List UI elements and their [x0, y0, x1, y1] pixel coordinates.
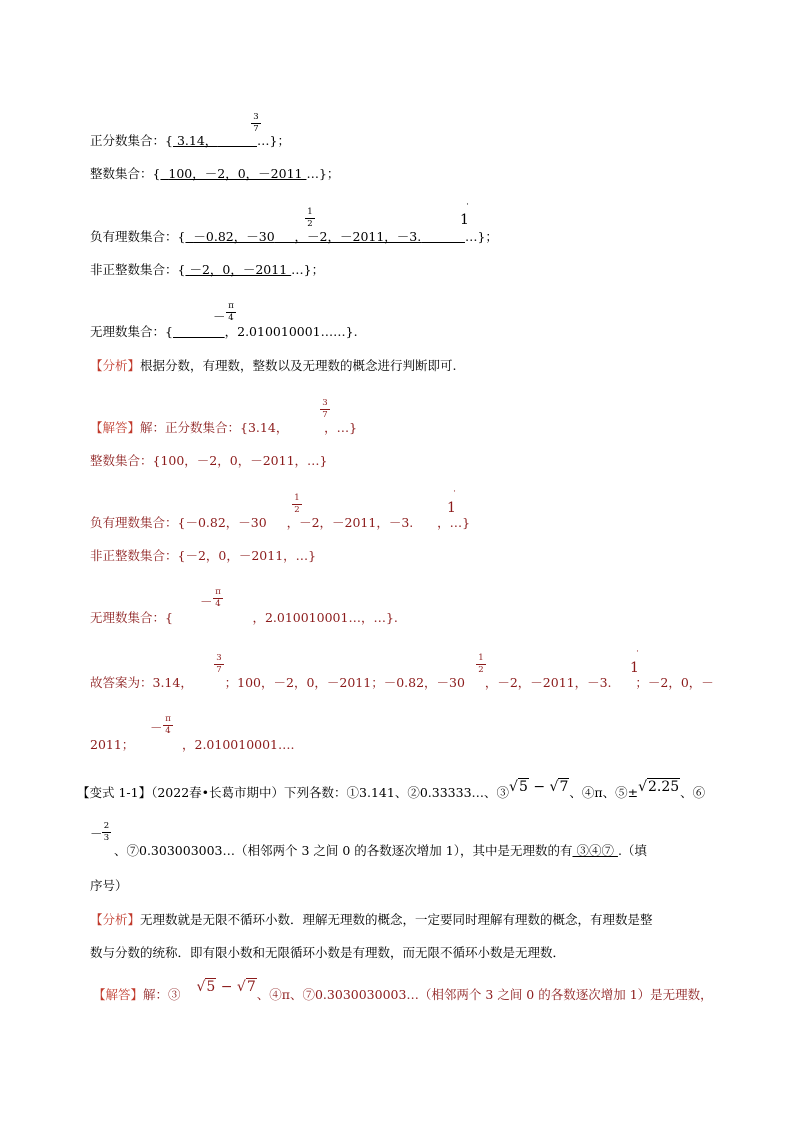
non-positive-integer-set: 非正整数集合：{ －2，0，－2011 …}； — [90, 262, 325, 277]
analysis-2-cont: 数与分数的统称．即有限小数和无限循环小数是有理数，而无限不循环小数是无理数． — [90, 945, 566, 960]
fraction-1-2: 1 2 — [476, 654, 486, 675]
answer-positive-fraction: 【解答】解：正分数集合：{3.14， ，…} — [90, 420, 358, 435]
repeating-dot: ˙ — [635, 650, 640, 661]
fraction-3-7: 3 7 — [214, 654, 224, 675]
minus-sign: － — [200, 594, 213, 609]
repeating-dot: ˙ — [465, 203, 470, 214]
minus-sign: － — [213, 309, 226, 324]
answer-non-positive-integer: 非正整数集合：{－2，0，－2011，…} — [90, 548, 317, 563]
answer-blank: ③④⑦ — [572, 843, 618, 858]
fraction-3-7: 3 7 — [320, 399, 330, 420]
repeating-digit: 1 — [447, 500, 456, 516]
negative-rational-set: 负有理数集合：{ －0.82，－30 ，－2，－2011，－3. …}； — [90, 229, 498, 244]
answer-blank: 100，－2，0，－2011 — [168, 166, 307, 181]
repeating-digit: 1 — [460, 212, 469, 228]
answer-blank: －0.82，－30 ，－2，－2011，－3. — [193, 229, 422, 244]
answer-integer: 整数集合：{100，－2，0，－2011，…} — [90, 453, 328, 468]
answer-2: 【解答】解：③ √5 − √7、④π、⑦0.3030030003…（相邻两个 3 之间 0 的各数逐次增加 1）是无理数， — [93, 979, 713, 1002]
fraction-2-3: 2 3 — [103, 821, 110, 843]
repeating-digit: 1 — [630, 660, 639, 676]
sqrt-2-25: √2.25 — [638, 779, 680, 795]
variant-question-cont: 、⑦0.303003003…（相邻两个 3 之间 0 的各数逐次增加 1），其中是无理数的有 ③④⑦ .（填 — [114, 843, 647, 858]
fraction-pi-4: π 4 — [226, 302, 236, 323]
analysis-1: 【分析】根据分数，有理数，整数以及无理数的概念进行判断即可. — [90, 358, 457, 373]
minus-sign: － — [90, 826, 103, 841]
integer-set: 整数集合：{ 100，－2，0，－2011 …}； — [90, 166, 340, 181]
sqrt-expression: √5 − √7 — [509, 779, 569, 795]
analysis-2: 【分析】无理数就是无限不循环小数．理解无理数的概念，一定要同时理解有理数的概念，有理数是整 — [90, 912, 653, 927]
fraction-pi-4: π 4 — [163, 715, 173, 736]
final-answer: 故答案为：3.14， ；100，－2，0，－2011；－0.82，－30 ，－2，－2011，－3. ；－2，0，－ — [90, 675, 714, 690]
positive-fraction-set: 正分数集合：{ 3.14， …}； — [90, 133, 290, 148]
answer-blank: －2，0，－2011 — [189, 262, 292, 277]
variant-question-end: 序号） — [90, 878, 128, 893]
answer-blank: 3.14， — [172, 133, 218, 148]
fraction-1-2: 1 2 — [305, 208, 315, 229]
fraction-pi-4: π 4 — [213, 588, 223, 609]
answer-irrational: 无理数集合：{ ，2.010010001…，…}. — [90, 610, 398, 625]
answer-negative-rational: 负有理数集合：{－0.82，－30 ，－2，－2011，－3. ，…} — [90, 515, 471, 530]
minus-sign: － — [150, 720, 163, 735]
irrational-set: 无理数集合：{ ，2.010010001……}. — [90, 324, 358, 339]
answer-blank — [173, 324, 225, 339]
final-answer-cont: 2011； ，2.010010001…. — [90, 737, 295, 752]
repeating-dot: ˙ — [452, 490, 457, 501]
sqrt-expression: √5 − √7 — [196, 979, 256, 995]
fraction-1-2: 1 2 — [292, 494, 302, 515]
variant-question: 【变式 1-1】（2022春•长葛市期中）下列各数：①3.141、②0.33333…、③√5 − √7、④π、⑤±√2.25、⑥ — [77, 779, 706, 800]
fraction-3-7: 3 7 — [251, 113, 261, 134]
